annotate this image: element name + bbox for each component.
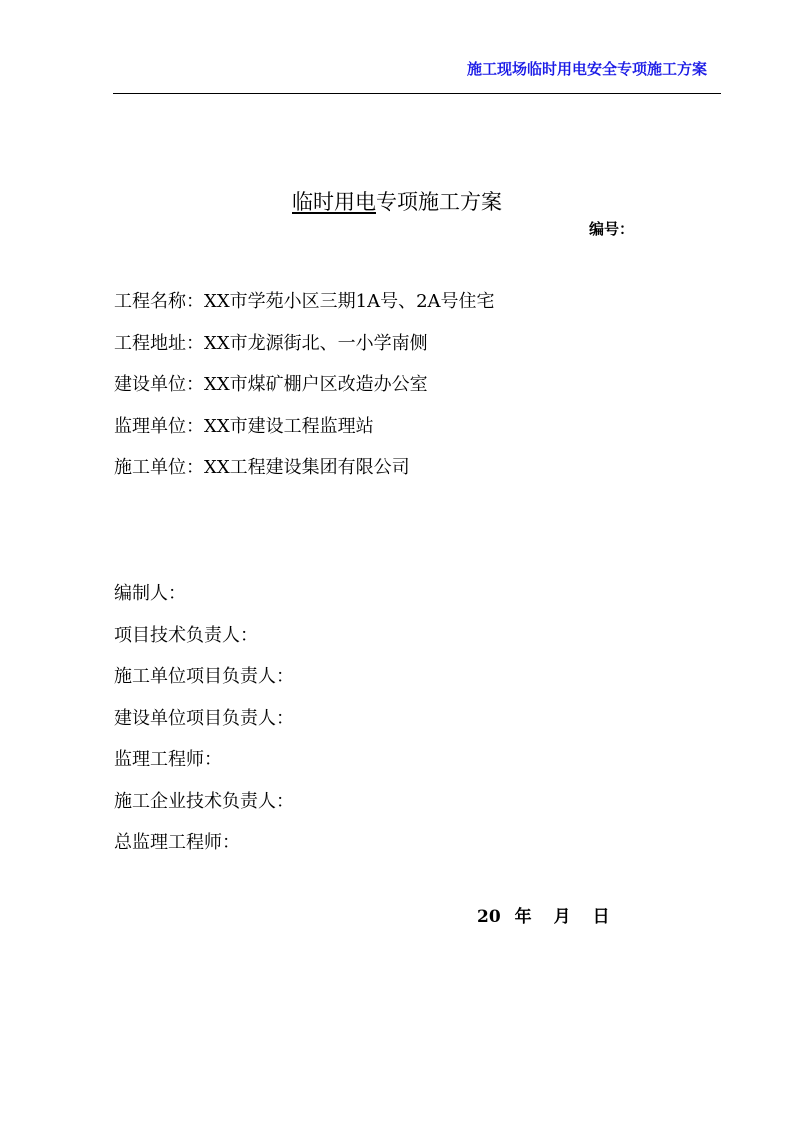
document-number-label: 编号： bbox=[588, 220, 634, 238]
supervision-unit: 监理单位：XX市建设工程监理站 bbox=[114, 415, 374, 437]
document-title-underlined: 临时用电 bbox=[292, 190, 376, 214]
signatories-block bbox=[114, 576, 714, 867]
compiler-signature: 编制人： bbox=[114, 583, 186, 604]
enterprise-technical-lead-signature: 施工企业技术负责人： bbox=[114, 790, 294, 812]
construction-unit: 施工单位：XX工程建设集团有限公司 bbox=[114, 457, 410, 478]
project-info-block bbox=[114, 284, 714, 492]
date-day-label: 日 bbox=[592, 907, 610, 927]
contractor-project-lead-signature: 施工单位项目负责人： bbox=[114, 666, 294, 687]
date-month-label: 月 bbox=[553, 907, 571, 927]
document-title-rest: 专项施工方案 bbox=[376, 190, 502, 214]
date-year-label: 年 bbox=[514, 907, 532, 927]
document-title bbox=[0, 186, 794, 216]
running-header-title: 施工现场临时用电安全专项施工方案 bbox=[466, 60, 707, 78]
date-year-prefix: 20 bbox=[477, 907, 501, 927]
project-technical-lead-signature: 项目技术负责人： bbox=[114, 624, 258, 646]
owner-unit: 建设单位：XX市煤矿棚户区改造办公室 bbox=[114, 374, 428, 395]
project-name: 工程名称：XX市学苑小区三期1A号、2A号住宅 bbox=[114, 291, 495, 312]
project-address: 工程地址：XX市龙源街北、一小学南侧 bbox=[114, 332, 428, 354]
chief-supervising-engineer-signature: 总监理工程师： bbox=[114, 832, 240, 853]
supervising-engineer-signature: 监理工程师： bbox=[114, 749, 222, 770]
owner-project-lead-signature: 建设单位项目负责人： bbox=[114, 707, 294, 729]
header-divider bbox=[113, 93, 721, 94]
date-line bbox=[477, 902, 610, 927]
